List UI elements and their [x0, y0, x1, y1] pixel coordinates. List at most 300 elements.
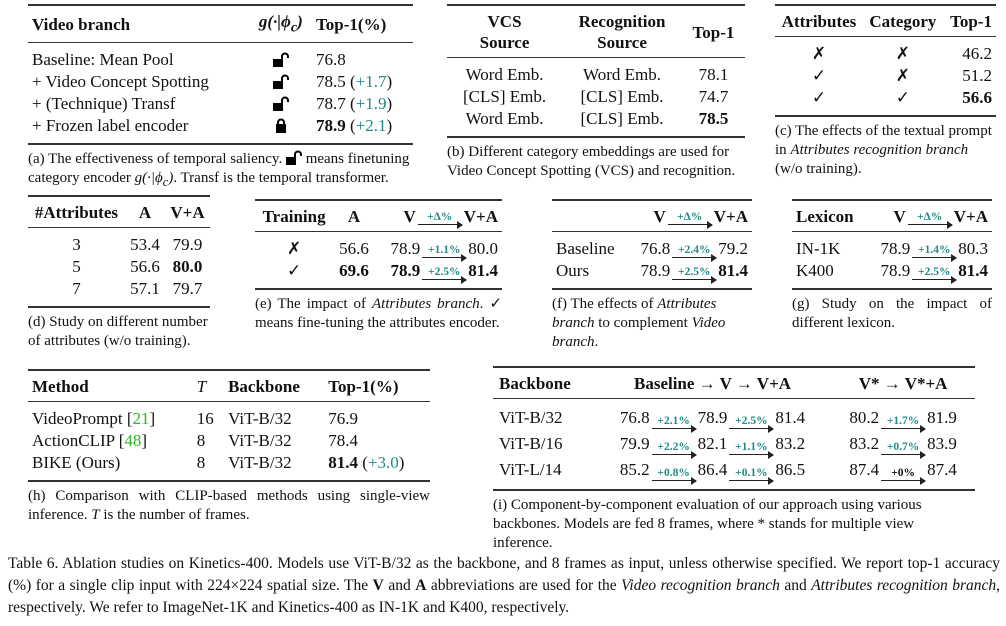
arrow-icon — [418, 224, 462, 225]
cell-text: + Video Concept Spotting — [32, 72, 209, 92]
cell-text: ✓ — [286, 261, 302, 280]
cell-text: 56.6 — [339, 239, 369, 258]
delta-value: +3.0 — [367, 453, 399, 472]
cell-text: V* → V*+A — [858, 374, 948, 393]
header-row — [552, 200, 752, 232]
cell-text: Category — [869, 12, 937, 31]
cell-text: 86.5 — [775, 460, 806, 479]
table-row — [775, 87, 996, 116]
cell-text: Recognition Source — [578, 12, 666, 52]
cell-text: 78.9 — [390, 239, 421, 258]
cell-text: Backbone — [228, 377, 300, 396]
table-f-complement — [552, 199, 752, 352]
arrow-icon — [881, 428, 925, 429]
delta-label: +Δ% — [917, 211, 943, 223]
cell-text: 78.9 — [880, 239, 911, 258]
column-header — [28, 196, 125, 228]
cell-text: Attributes branch — [372, 296, 480, 312]
arrow-icon — [912, 279, 956, 280]
column-header — [193, 370, 224, 402]
arrow-icon — [668, 224, 712, 225]
cell-text: Word Emb. — [465, 109, 544, 128]
table-row — [255, 232, 502, 261]
table-cell — [447, 86, 562, 108]
unlock-icon — [273, 96, 289, 111]
subtable-caption — [28, 150, 413, 192]
citation-link[interactable]: 21 — [132, 409, 150, 428]
column-header — [125, 196, 165, 228]
cell-text: 7 — [72, 279, 81, 298]
delta-arrow — [418, 212, 462, 225]
table-row — [28, 256, 210, 278]
cell-text: [CLS] Emb. — [580, 109, 664, 128]
cell-text: Training — [262, 207, 326, 226]
delta-arrow — [422, 245, 466, 258]
cell-text: g(·|ϕ — [258, 12, 291, 31]
cell-text: Attributes recognition branch — [811, 577, 997, 594]
table-cell — [312, 71, 413, 93]
table-cell — [250, 71, 312, 93]
cell-text: 78.9 — [390, 261, 421, 280]
table-cell — [28, 256, 125, 278]
column-header — [864, 200, 992, 232]
table-cell — [165, 278, 210, 307]
cell-text: 80.0 — [468, 239, 498, 258]
header-row — [493, 367, 975, 399]
table-e-attributes-branch — [255, 199, 502, 333]
cell-text: ✗ — [811, 44, 827, 63]
cell-text: Baseline: Mean Pool — [32, 50, 174, 70]
table-cell — [493, 431, 594, 457]
cell-text: is the number of frames. — [99, 507, 250, 523]
table-header — [28, 196, 210, 228]
cell-text: BIKE (Ours) — [32, 453, 121, 472]
delta-value: +1.7 — [355, 72, 387, 92]
table-cell — [775, 37, 863, 66]
table-row — [792, 260, 992, 289]
arrow-icon — [881, 480, 925, 481]
cell-text: V — [653, 207, 666, 226]
table-row — [493, 431, 975, 457]
table-row — [28, 228, 210, 257]
table-cell — [312, 93, 413, 115]
column-header — [324, 370, 430, 402]
cell-text: Top-1 — [950, 12, 992, 31]
table-header — [28, 370, 430, 402]
cell-text: c — [162, 175, 169, 190]
cell-text: ] — [141, 431, 148, 450]
data-table — [447, 4, 745, 138]
cell-text: 78.1 — [698, 65, 729, 84]
cell-text: g(·|ϕ — [134, 170, 163, 187]
cell-text: 79.9 — [619, 434, 650, 453]
table-row — [28, 402, 430, 431]
table-row — [447, 58, 745, 87]
unlock-icon — [273, 74, 289, 89]
cell-text: 76.8 — [619, 408, 650, 427]
table-cell — [562, 86, 682, 108]
cell-text: Word Emb. — [465, 65, 544, 84]
table-row — [28, 115, 413, 144]
cell-text: + Frozen label encoder — [32, 116, 189, 136]
cell-text: ) — [386, 94, 393, 114]
cell-text: 78.9 — [640, 261, 671, 280]
cell-text: . — [594, 334, 599, 350]
arrow-icon — [729, 454, 773, 455]
cell-text: 81.4 — [718, 261, 748, 280]
cell-text: 85.2 — [619, 460, 650, 479]
table-cell — [625, 232, 752, 261]
table-cell — [125, 256, 165, 278]
cell-text: A — [347, 207, 361, 226]
cell-text: ✗ — [895, 44, 911, 63]
subtable-caption — [493, 496, 975, 553]
table-body — [792, 232, 992, 290]
cell-text: Attributes branch — [552, 296, 717, 331]
header-row — [28, 5, 413, 43]
delta-label: +2.2% — [657, 441, 690, 453]
delta-arrow — [652, 416, 696, 429]
cell-text: ViT-B/16 — [499, 434, 563, 453]
table-cell — [863, 37, 943, 66]
cell-text: 78.9 — [880, 261, 911, 280]
cell-text: (a) The effectiveness of temporal saliency. — [28, 151, 286, 168]
table-cell — [224, 402, 324, 431]
table-cell — [312, 115, 413, 144]
cell-text: 69.6 — [339, 261, 369, 280]
cell-text: Video branch — [32, 15, 131, 35]
cell-text: 16 — [196, 409, 214, 428]
column-header — [831, 367, 975, 399]
header-row — [28, 370, 430, 402]
cell-text: 87.4 — [849, 460, 880, 479]
cell-text: 51.2 — [962, 66, 992, 85]
delta-arrow — [672, 245, 716, 258]
table-cell — [831, 399, 975, 432]
table-cell — [250, 43, 312, 72]
table-cell — [255, 232, 333, 261]
cell-text: 8 — [196, 431, 206, 450]
cell-text: ) — [168, 170, 174, 187]
cell-text: Video branch — [552, 315, 726, 350]
cell-text: ] — [149, 409, 156, 428]
arrow-icon — [672, 279, 716, 280]
cell-text: 83.2 — [775, 434, 806, 453]
arrow-icon — [652, 454, 696, 455]
cell-text: V+A — [713, 207, 748, 226]
table-i-backbones — [493, 366, 975, 553]
cell-text: 82.1 — [697, 434, 728, 453]
cell-text: Top-1(%) — [328, 377, 399, 396]
cell-text: (w/o training). — [775, 161, 862, 177]
cell-text: ) — [398, 453, 405, 472]
delta-arrow — [729, 442, 773, 455]
table-header — [552, 200, 752, 232]
column-header — [792, 200, 864, 232]
cell-text: ViT-B/32 — [499, 408, 563, 427]
cell-text: Method — [32, 377, 89, 396]
arrow-icon — [422, 257, 466, 258]
cell-text: ViT-L/14 — [499, 460, 562, 479]
cell-text: ✓ — [811, 66, 827, 85]
delta-arrow — [881, 416, 925, 429]
table-cell — [493, 399, 594, 432]
cell-text: Lexicon — [796, 207, 854, 226]
cell-text: 79.9 — [172, 235, 203, 254]
cell-text: 80.2 — [849, 408, 880, 427]
delta-arrow — [422, 267, 466, 280]
cell-text: Top-1 — [692, 22, 735, 42]
cell-text: . ✓ means fine-tuning the attributes encoder. — [255, 296, 502, 331]
delta-label: +2.5% — [678, 266, 711, 278]
cell-text: A — [415, 577, 427, 594]
table-d-number-of-attributes — [28, 195, 210, 351]
cell-text: 56.6 — [130, 257, 160, 276]
table-cell — [625, 260, 752, 289]
cell-text: ViT-B/32 — [228, 453, 292, 472]
cell-text: K400 — [796, 261, 834, 280]
table-cell — [682, 58, 745, 87]
table-header — [493, 367, 975, 399]
cell-text: means finetuning category encoder — [28, 151, 410, 187]
cell-text: A — [138, 203, 152, 222]
delta-arrow — [881, 468, 925, 481]
cell-text: T — [91, 507, 100, 523]
table-cell — [682, 108, 745, 137]
table-row — [447, 86, 745, 108]
subtable-caption — [552, 295, 752, 352]
cell-text: 86.4 — [697, 460, 728, 479]
cell-text: IN-1K — [796, 239, 841, 258]
delta-arrow — [668, 212, 712, 225]
table-cell — [792, 260, 864, 289]
cell-text: Ours — [556, 261, 590, 280]
table-cell — [324, 452, 430, 481]
table-cell — [562, 58, 682, 87]
citation-link[interactable]: 48 — [124, 431, 142, 450]
delta-arrow — [881, 442, 925, 455]
column-header — [375, 200, 502, 232]
table-cell — [775, 87, 863, 116]
arrow-icon — [912, 257, 956, 258]
table-c-textual-prompt — [775, 4, 996, 179]
table-cell — [792, 232, 864, 261]
table-body — [28, 43, 413, 145]
delta-label: +2.5% — [918, 266, 951, 278]
arrow-icon — [729, 480, 773, 481]
delta-arrow — [912, 245, 956, 258]
cell-text: [CLS] Emb. — [580, 87, 664, 106]
cell-text: 56.6 — [962, 88, 992, 107]
cell-text: ) — [386, 116, 393, 136]
table-g-lexicon — [792, 199, 992, 333]
table-row — [493, 399, 975, 432]
cell-text: 79.2 — [718, 239, 748, 258]
table-cell — [125, 278, 165, 307]
table-cell — [943, 65, 996, 87]
column-header — [333, 200, 375, 232]
cell-text: Attributes — [781, 12, 857, 31]
cell-text: ) — [297, 12, 303, 31]
cell-text: V+A — [463, 207, 498, 226]
table-row — [775, 65, 996, 87]
unlock-icon — [286, 150, 302, 165]
delta-label: +0.7% — [886, 441, 920, 453]
table-row — [447, 108, 745, 137]
table-cell — [193, 452, 224, 481]
cell-text: V+A — [170, 203, 205, 222]
cell-text: Table 6. Ablation studies on Kinetics-400. Models use ViT-B/32 as the backbone, and 8 frames as input, unless otherwise specified. We report top-1 accuracy (%) for a single clip input with 224×224 spatial size. The — [8, 555, 1000, 594]
table-cell — [125, 228, 165, 257]
unlock-icon — [273, 52, 289, 67]
table-cell — [28, 71, 250, 93]
table-row — [792, 232, 992, 261]
cell-text: , respectively. We refer to ImageNet-1K and Kinetics-400 as IN-1K and K400, respectively. — [8, 577, 1000, 616]
table-row — [28, 43, 413, 72]
table-h-clip-comparison — [28, 369, 430, 525]
cell-text: (i) Component-by-component evaluation of our approach using various backbones. Models are fed 8 frames, where * stands for multiple view inference. — [493, 497, 922, 551]
cell-text: ) — [386, 72, 393, 92]
table-body — [28, 228, 210, 308]
column-header — [250, 5, 312, 43]
cell-text: Video recognition branch — [621, 577, 780, 594]
cell-text: T — [196, 377, 207, 396]
subtable-caption — [447, 143, 745, 181]
table-cell — [375, 232, 502, 261]
table-row — [552, 232, 752, 261]
table-cell — [165, 256, 210, 278]
cell-text: ✗ — [286, 239, 302, 258]
cell-text: + (Technique) Transf — [32, 94, 176, 114]
delta-label: +2.5% — [735, 415, 768, 427]
column-header — [493, 367, 594, 399]
table-cell — [562, 108, 682, 137]
table-row — [493, 457, 975, 490]
table-cell — [28, 430, 193, 452]
table-cell — [552, 232, 625, 261]
delta-label: +1.4% — [918, 244, 951, 256]
table-header — [255, 200, 502, 232]
table-row — [28, 93, 413, 115]
table-cell — [682, 86, 745, 108]
cell-text: 53.4 — [130, 235, 160, 254]
cell-text: Baseline — [556, 239, 615, 258]
data-table — [255, 199, 502, 290]
cell-text: 78.9 — [316, 116, 346, 136]
cell-text: ( — [358, 453, 368, 472]
cell-text: 80.3 — [958, 239, 988, 258]
table-cell — [165, 228, 210, 257]
cell-text: 78.5 — [698, 109, 729, 128]
cell-text: abbreviations are used for the — [426, 577, 622, 594]
delta-value: +2.1 — [355, 116, 387, 136]
cell-text: VideoPrompt [ — [32, 409, 133, 428]
column-header — [447, 5, 562, 58]
table-body — [493, 399, 975, 491]
cell-text: V — [403, 207, 416, 226]
table-cell — [28, 115, 250, 144]
table-cell — [943, 37, 996, 66]
delta-label: +Δ% — [427, 211, 453, 223]
data-table — [28, 4, 413, 145]
cell-text: (h) Comparison with CLIP-based methods using single-view inference. — [28, 488, 430, 523]
cell-text: V — [372, 577, 384, 594]
cell-text: V+A — [953, 207, 988, 226]
delta-label: +0.8% — [657, 467, 690, 479]
table-cell — [28, 452, 193, 481]
cell-text: Baseline → V → V+A — [633, 374, 792, 393]
cell-text: 83.2 — [849, 434, 880, 453]
delta-arrow — [729, 468, 773, 481]
delta-arrow — [672, 267, 716, 280]
cell-text: 80.0 — [172, 257, 203, 276]
data-table — [28, 369, 430, 482]
arrow-icon — [672, 257, 716, 258]
column-header — [312, 5, 413, 43]
table-cell — [375, 260, 502, 289]
table-cell — [864, 260, 992, 289]
cell-text: Word Emb. — [583, 65, 661, 84]
table-cell — [193, 430, 224, 452]
table-cell — [255, 260, 333, 289]
cell-text: #Attributes — [34, 203, 118, 222]
cell-text: 81.4 — [775, 408, 806, 427]
delta-label: +2.1% — [657, 415, 690, 427]
column-header — [863, 5, 943, 37]
table-row — [255, 260, 502, 289]
delta-label: +1.1% — [735, 441, 768, 453]
column-header — [165, 196, 210, 228]
cell-text: ActionCLIP [ — [32, 431, 125, 450]
cell-text: 8 — [196, 453, 206, 472]
cell-text: 46.2 — [962, 44, 992, 63]
table-cell — [250, 93, 312, 115]
table-cell — [831, 457, 975, 490]
table-cell — [28, 402, 193, 431]
data-table — [792, 199, 992, 290]
column-header — [552, 200, 625, 232]
delta-label: +2.5% — [428, 266, 461, 278]
cell-text: Attributes recognition branch — [790, 142, 969, 158]
cell-text: 78.4 — [328, 431, 359, 450]
table-cell — [28, 93, 250, 115]
arrow-icon — [652, 480, 696, 481]
cell-text: ✓ — [811, 88, 827, 107]
table-cell — [333, 260, 375, 289]
cell-text: ✗ — [895, 66, 911, 85]
cell-text: 74.7 — [698, 87, 729, 106]
table-b-category-embeddings — [447, 4, 745, 181]
table-cell — [863, 87, 943, 116]
delta-label: +Δ% — [677, 211, 703, 223]
table-row — [28, 430, 430, 452]
table-cell — [447, 58, 562, 87]
table-cell — [775, 65, 863, 87]
cell-text: and — [779, 577, 812, 594]
cell-text: ViT-B/32 — [228, 409, 292, 428]
column-header — [28, 370, 193, 402]
table-header — [28, 5, 413, 43]
cell-text: (d) Study on different number of attributes (w/o training). — [28, 314, 208, 349]
column-header — [28, 5, 250, 43]
delta-arrow — [908, 212, 952, 225]
header-row — [447, 5, 745, 58]
table-body — [28, 402, 430, 482]
table-cell — [943, 87, 996, 116]
cell-text: (e) The impact of — [255, 296, 372, 312]
column-header — [682, 5, 745, 58]
table-row — [28, 71, 413, 93]
